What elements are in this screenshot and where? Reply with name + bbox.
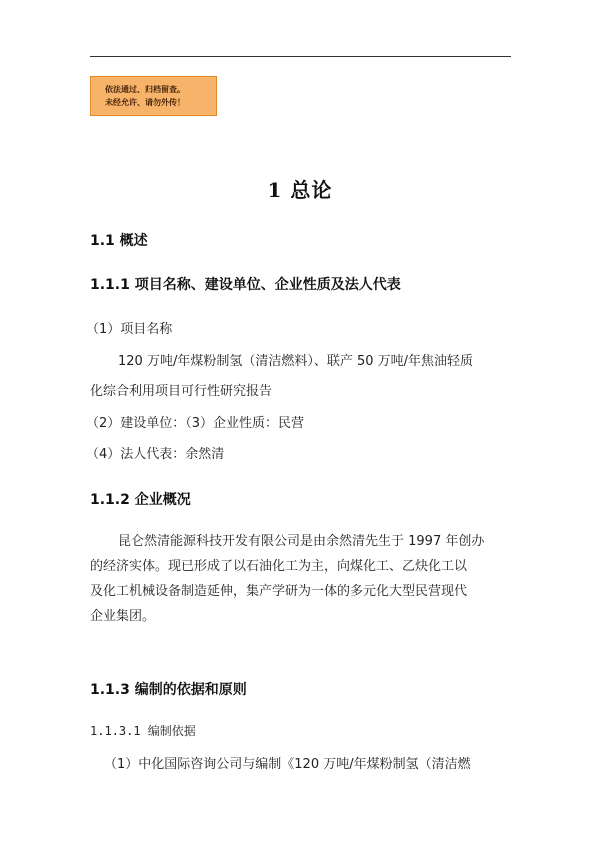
item-2-3-line: （2）建设单位：（3）企业性质：民营 [86,416,305,431]
confidential-stamp [90,76,217,116]
header-rule [90,56,511,57]
project-name-line-1: 120 万吨/年煤粉制氢（清洁燃料）、联产 50 万吨/年焦油轻质 [118,354,474,369]
section-heading-1-1-3: 1.1.3 编制的依据和原则 [90,682,247,698]
section-heading-1-1-3-1: 1.1.3.1 编制依据 [90,724,196,738]
basis-line-1: （1）中化国际咨询公司与编制《120 万吨/年煤粉制氢（清洁燃 [104,757,471,772]
section-heading-1-1: 1.1 概述 [90,233,148,249]
item-4-line: （4）法人代表：余然清 [86,447,225,462]
item-1-label: （1）项目名称 [86,322,173,337]
overview-line-2: 的经济实体。现已形成了以石油化工为主，向煤化工、乙炔化工以 [90,559,468,574]
overview-line-3: 及化工机械设备制造延伸，集产学研为一体的多元化大型民营现代 [90,584,468,599]
overview-line-1: 昆仑然清能源科技开发有限公司是由余然清先生于 1997 年创办 [118,534,485,549]
section-heading-1-1-2: 1.1.2 企业概况 [90,492,191,508]
section-heading-1-1-1: 1.1.1 项目名称、建设单位、企业性质及法人代表 [90,277,401,293]
chapter-title: 1 总论 [267,178,333,202]
overview-line-4: 企业集团。 [90,609,156,624]
stamp-line-1: 依法通过、归档留查。 [105,85,185,94]
project-name-line-2: 化综合利用项目可行性研究报告 [90,384,273,399]
stamp-line-2: 未经允许、请勿外传！ [105,98,185,107]
